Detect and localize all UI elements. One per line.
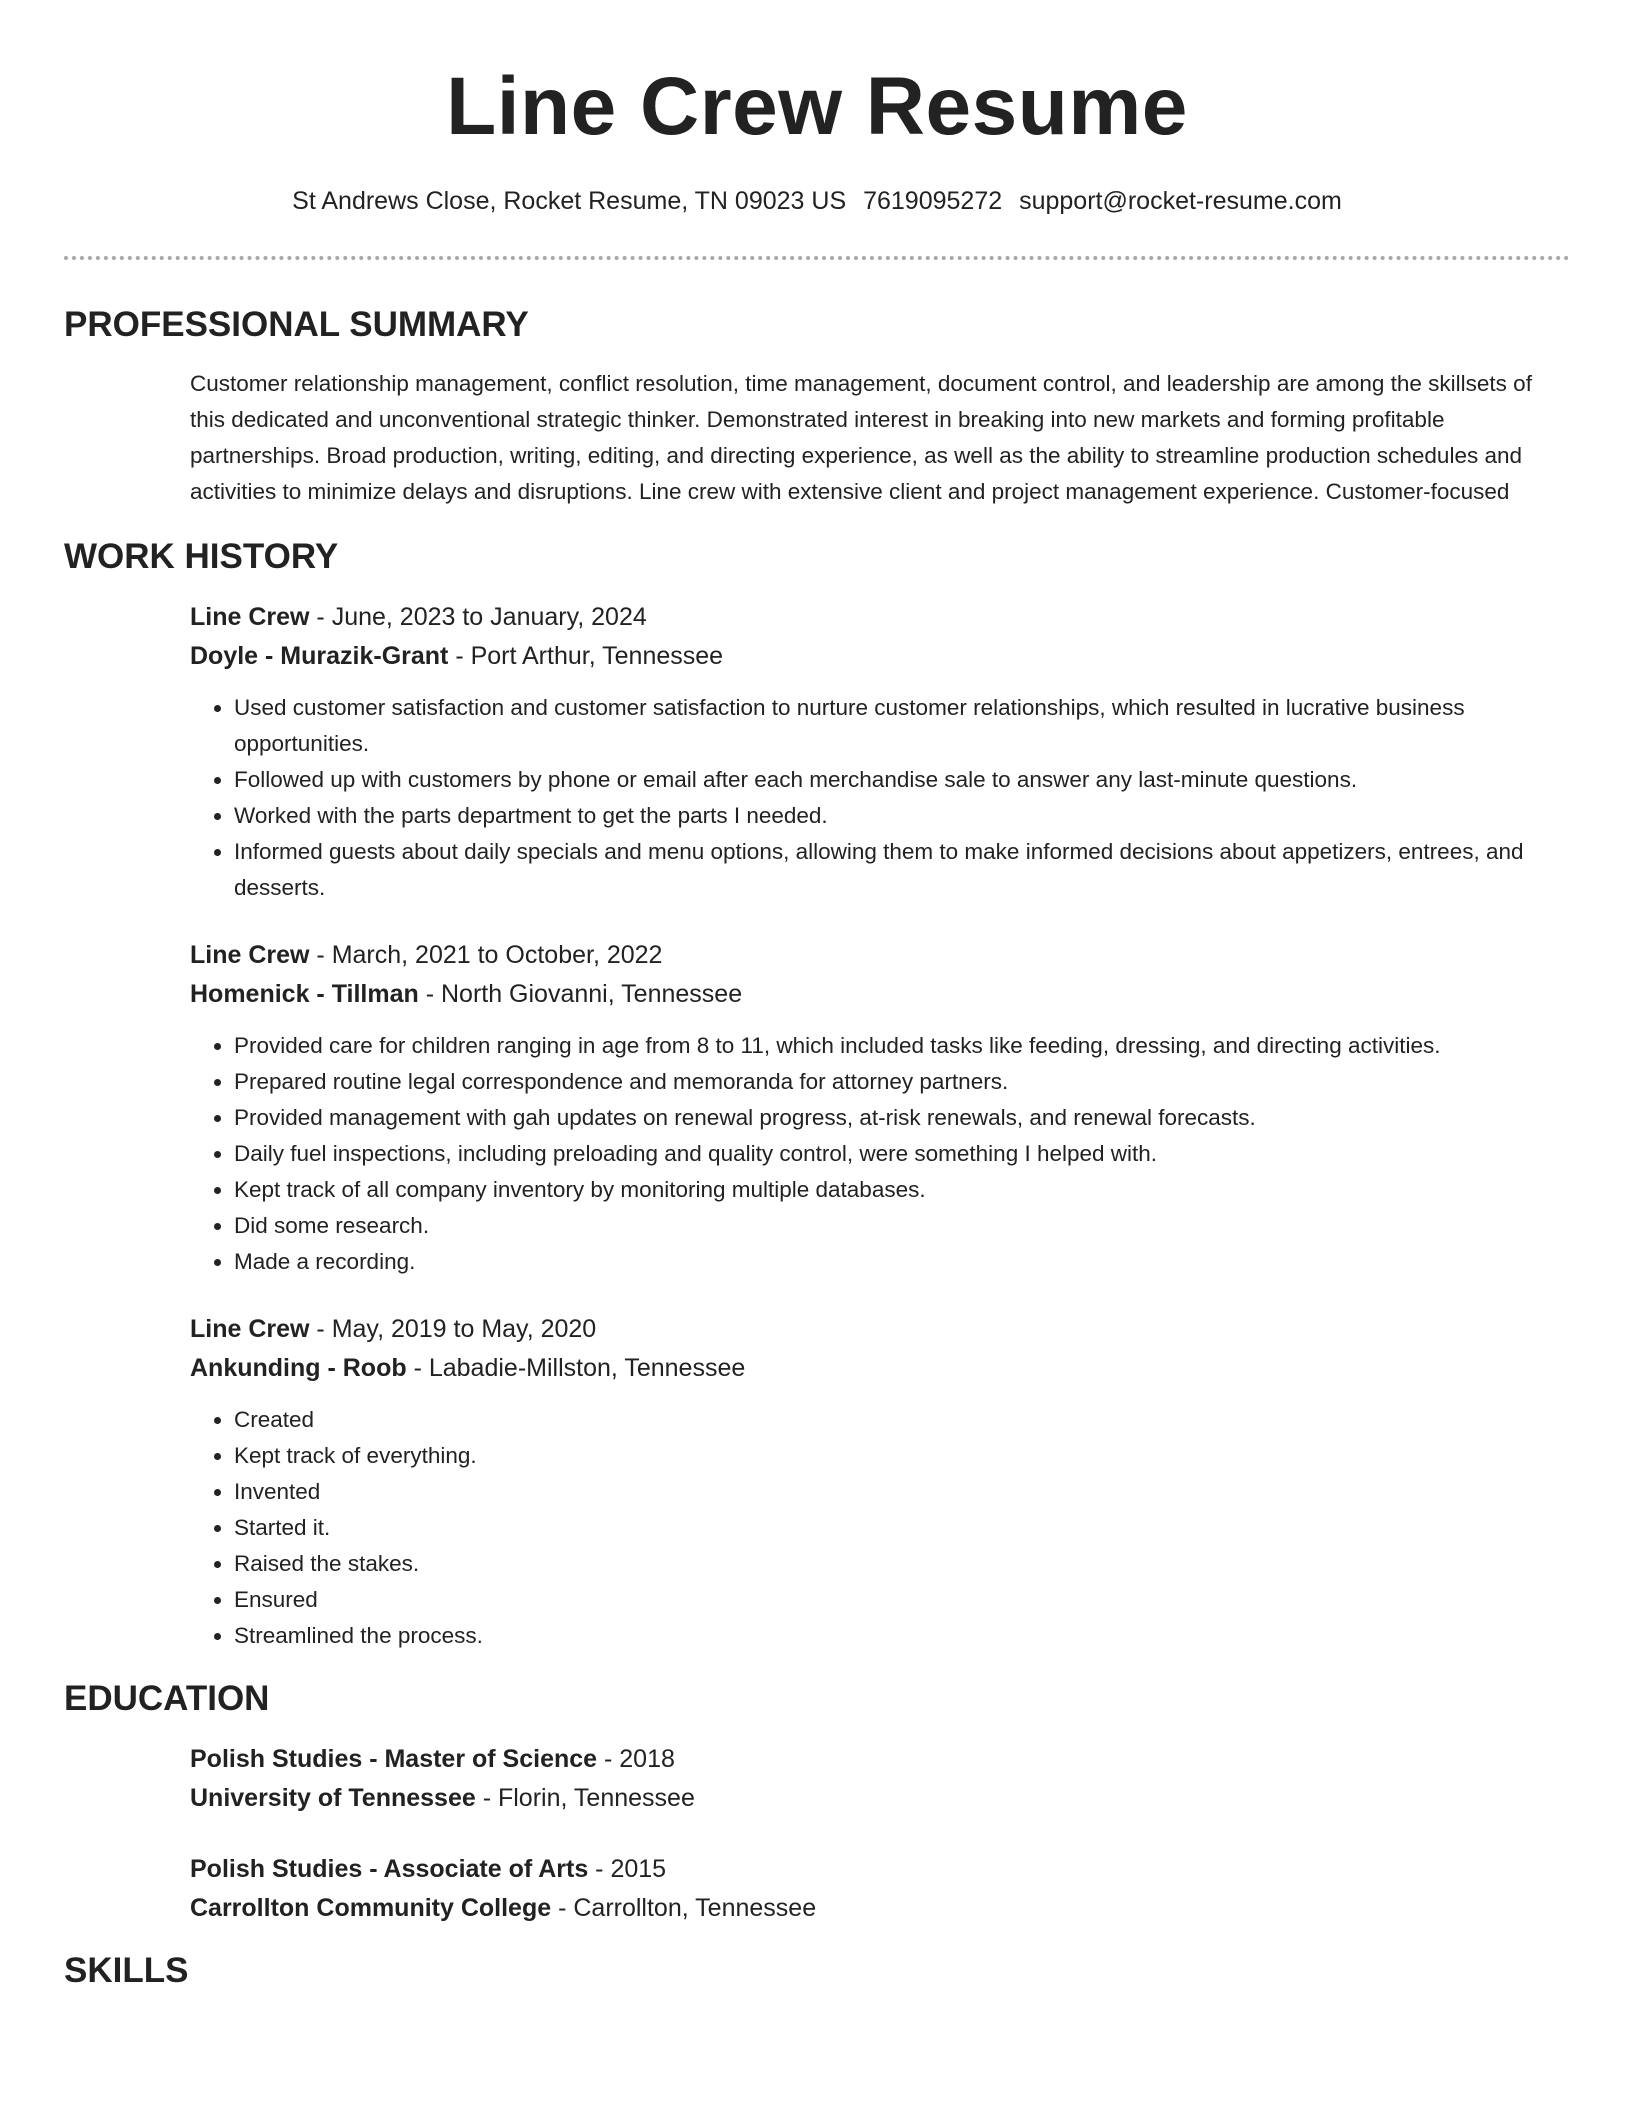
job-location: - North Giovanni, Tennessee xyxy=(418,980,743,1008)
job-company-line xyxy=(190,975,1570,1014)
job-location: - Port Arthur, Tennessee xyxy=(448,642,724,670)
job-bullet: • Invented xyxy=(234,1474,1570,1510)
job-bullets xyxy=(234,1402,1570,1654)
summary-text: Customer relationship management, conflict resolution, time management, document control, and leadership are among the skillsets of this dedicated and unconventional strategic thinker. Demonstrated interest in breaking into new markets and forming profitable partnerships. Broad production, writing, editing, and directing experience, as well as the ability to streamline production schedules and activities to minimize delays and disruptions. Line crew with extensive client and project management experience. Customer-focused xyxy=(190,371,1532,504)
job-title-line xyxy=(190,1310,1570,1349)
job-bullet: • Raised the stakes. xyxy=(234,1546,1570,1582)
job-bullet: • Created xyxy=(234,1402,1570,1438)
job-company: Ankunding - Roob xyxy=(190,1354,407,1382)
education-degree-line xyxy=(190,1850,1570,1889)
resume-title: Line Crew Resume xyxy=(446,61,1188,152)
job-entry xyxy=(190,936,1570,1280)
job-title: Line Crew xyxy=(190,603,310,631)
job-title-line xyxy=(190,598,1570,637)
job-bullet: • Informed guests about daily specials and menu options, allowing them to make informed decisions about appetizers, entrees, and desserts. xyxy=(234,834,1570,906)
job-bullet: • Did some research. xyxy=(234,1208,1570,1244)
education-location: - Carrollton, Tennessee xyxy=(551,1894,817,1922)
job-dates: - June, 2023 to January, 2024 xyxy=(309,603,647,631)
job-bullet: • Provided care for children ranging in age from 8 to 11, which included tasks like feeding, dressing, and directing activities. xyxy=(234,1028,1570,1064)
job-entry xyxy=(190,598,1570,906)
contact-phone: 7619095272 xyxy=(863,187,1003,215)
education-school-line xyxy=(190,1779,1570,1818)
job-bullet: • Made a recording. xyxy=(234,1244,1570,1280)
job-dates: - March, 2021 to October, 2022 xyxy=(309,941,663,969)
job-bullet: • Streamlined the process. xyxy=(234,1618,1570,1654)
education-location: - Florin, Tennessee xyxy=(475,1784,695,1812)
education-degree: Polish Studies - Associate of Arts xyxy=(190,1855,589,1883)
education-degree-line xyxy=(190,1740,1570,1779)
education-year: - 2015 xyxy=(588,1855,667,1883)
job-bullet: • Started it. xyxy=(234,1510,1570,1546)
job-title: Line Crew xyxy=(190,1315,310,1343)
job-location: - Labadie-Millston, Tennessee xyxy=(406,1354,746,1382)
job-company-line xyxy=(190,637,1570,676)
job-bullet: • Ensured xyxy=(234,1582,1570,1618)
job-bullet: • Worked with the parts department to get the parts I needed. xyxy=(234,798,1570,834)
education-school: University of Tennessee xyxy=(190,1784,476,1812)
job-bullets xyxy=(234,1028,1570,1280)
job-company-line xyxy=(190,1349,1570,1388)
education-heading: EDUCATION xyxy=(64,1679,270,1718)
job-company: Doyle - Murazik-Grant xyxy=(190,642,449,670)
job-title-line xyxy=(190,936,1570,975)
education-school-line xyxy=(190,1889,1570,1928)
job-bullet: • Followed up with customers by phone or email after each merchandise sale to answer any last-minute questions. xyxy=(234,762,1570,798)
work-history-heading: WORK HISTORY xyxy=(64,537,339,576)
job-entry xyxy=(190,1310,1570,1654)
job-bullet: • Kept track of everything. xyxy=(234,1438,1570,1474)
skills-heading: SKILLS xyxy=(64,1951,189,1990)
education-school: Carrollton Community College xyxy=(190,1894,552,1922)
job-bullets xyxy=(234,690,1570,906)
education-entry xyxy=(190,1850,1570,1928)
job-bullet: • Kept track of all company inventory by monitoring multiple databases. xyxy=(234,1172,1570,1208)
education-degree: Polish Studies - Master of Science xyxy=(190,1745,598,1773)
header-divider xyxy=(64,256,1570,260)
job-bullet: • Used customer satisfaction and customer satisfaction to nurture customer relationships, which resulted in lucrative business opportunities. xyxy=(234,690,1570,762)
job-company: Homenick - Tillman xyxy=(190,980,419,1008)
summary-heading: PROFESSIONAL SUMMARY xyxy=(64,305,529,344)
contact-email[interactable]: support@rocket-resume.com xyxy=(1019,187,1342,215)
contact-line xyxy=(64,186,1570,216)
job-title: Line Crew xyxy=(190,941,310,969)
education-entry xyxy=(190,1740,1570,1818)
resume-page xyxy=(64,0,1570,1992)
job-bullet: • Provided management with gah updates on renewal progress, at-risk renewals, and renewal forecasts. xyxy=(234,1100,1570,1136)
job-bullet: • Prepared routine legal correspondence and memoranda for attorney partners. xyxy=(234,1064,1570,1100)
job-bullet: • Daily fuel inspections, including preloading and quality control, were something I helped with. xyxy=(234,1136,1570,1172)
contact-address: St Andrews Close, Rocket Resume, TN 09023 US xyxy=(292,187,847,215)
education-year: - 2018 xyxy=(597,1745,675,1773)
job-dates: - May, 2019 to May, 2020 xyxy=(309,1315,597,1343)
